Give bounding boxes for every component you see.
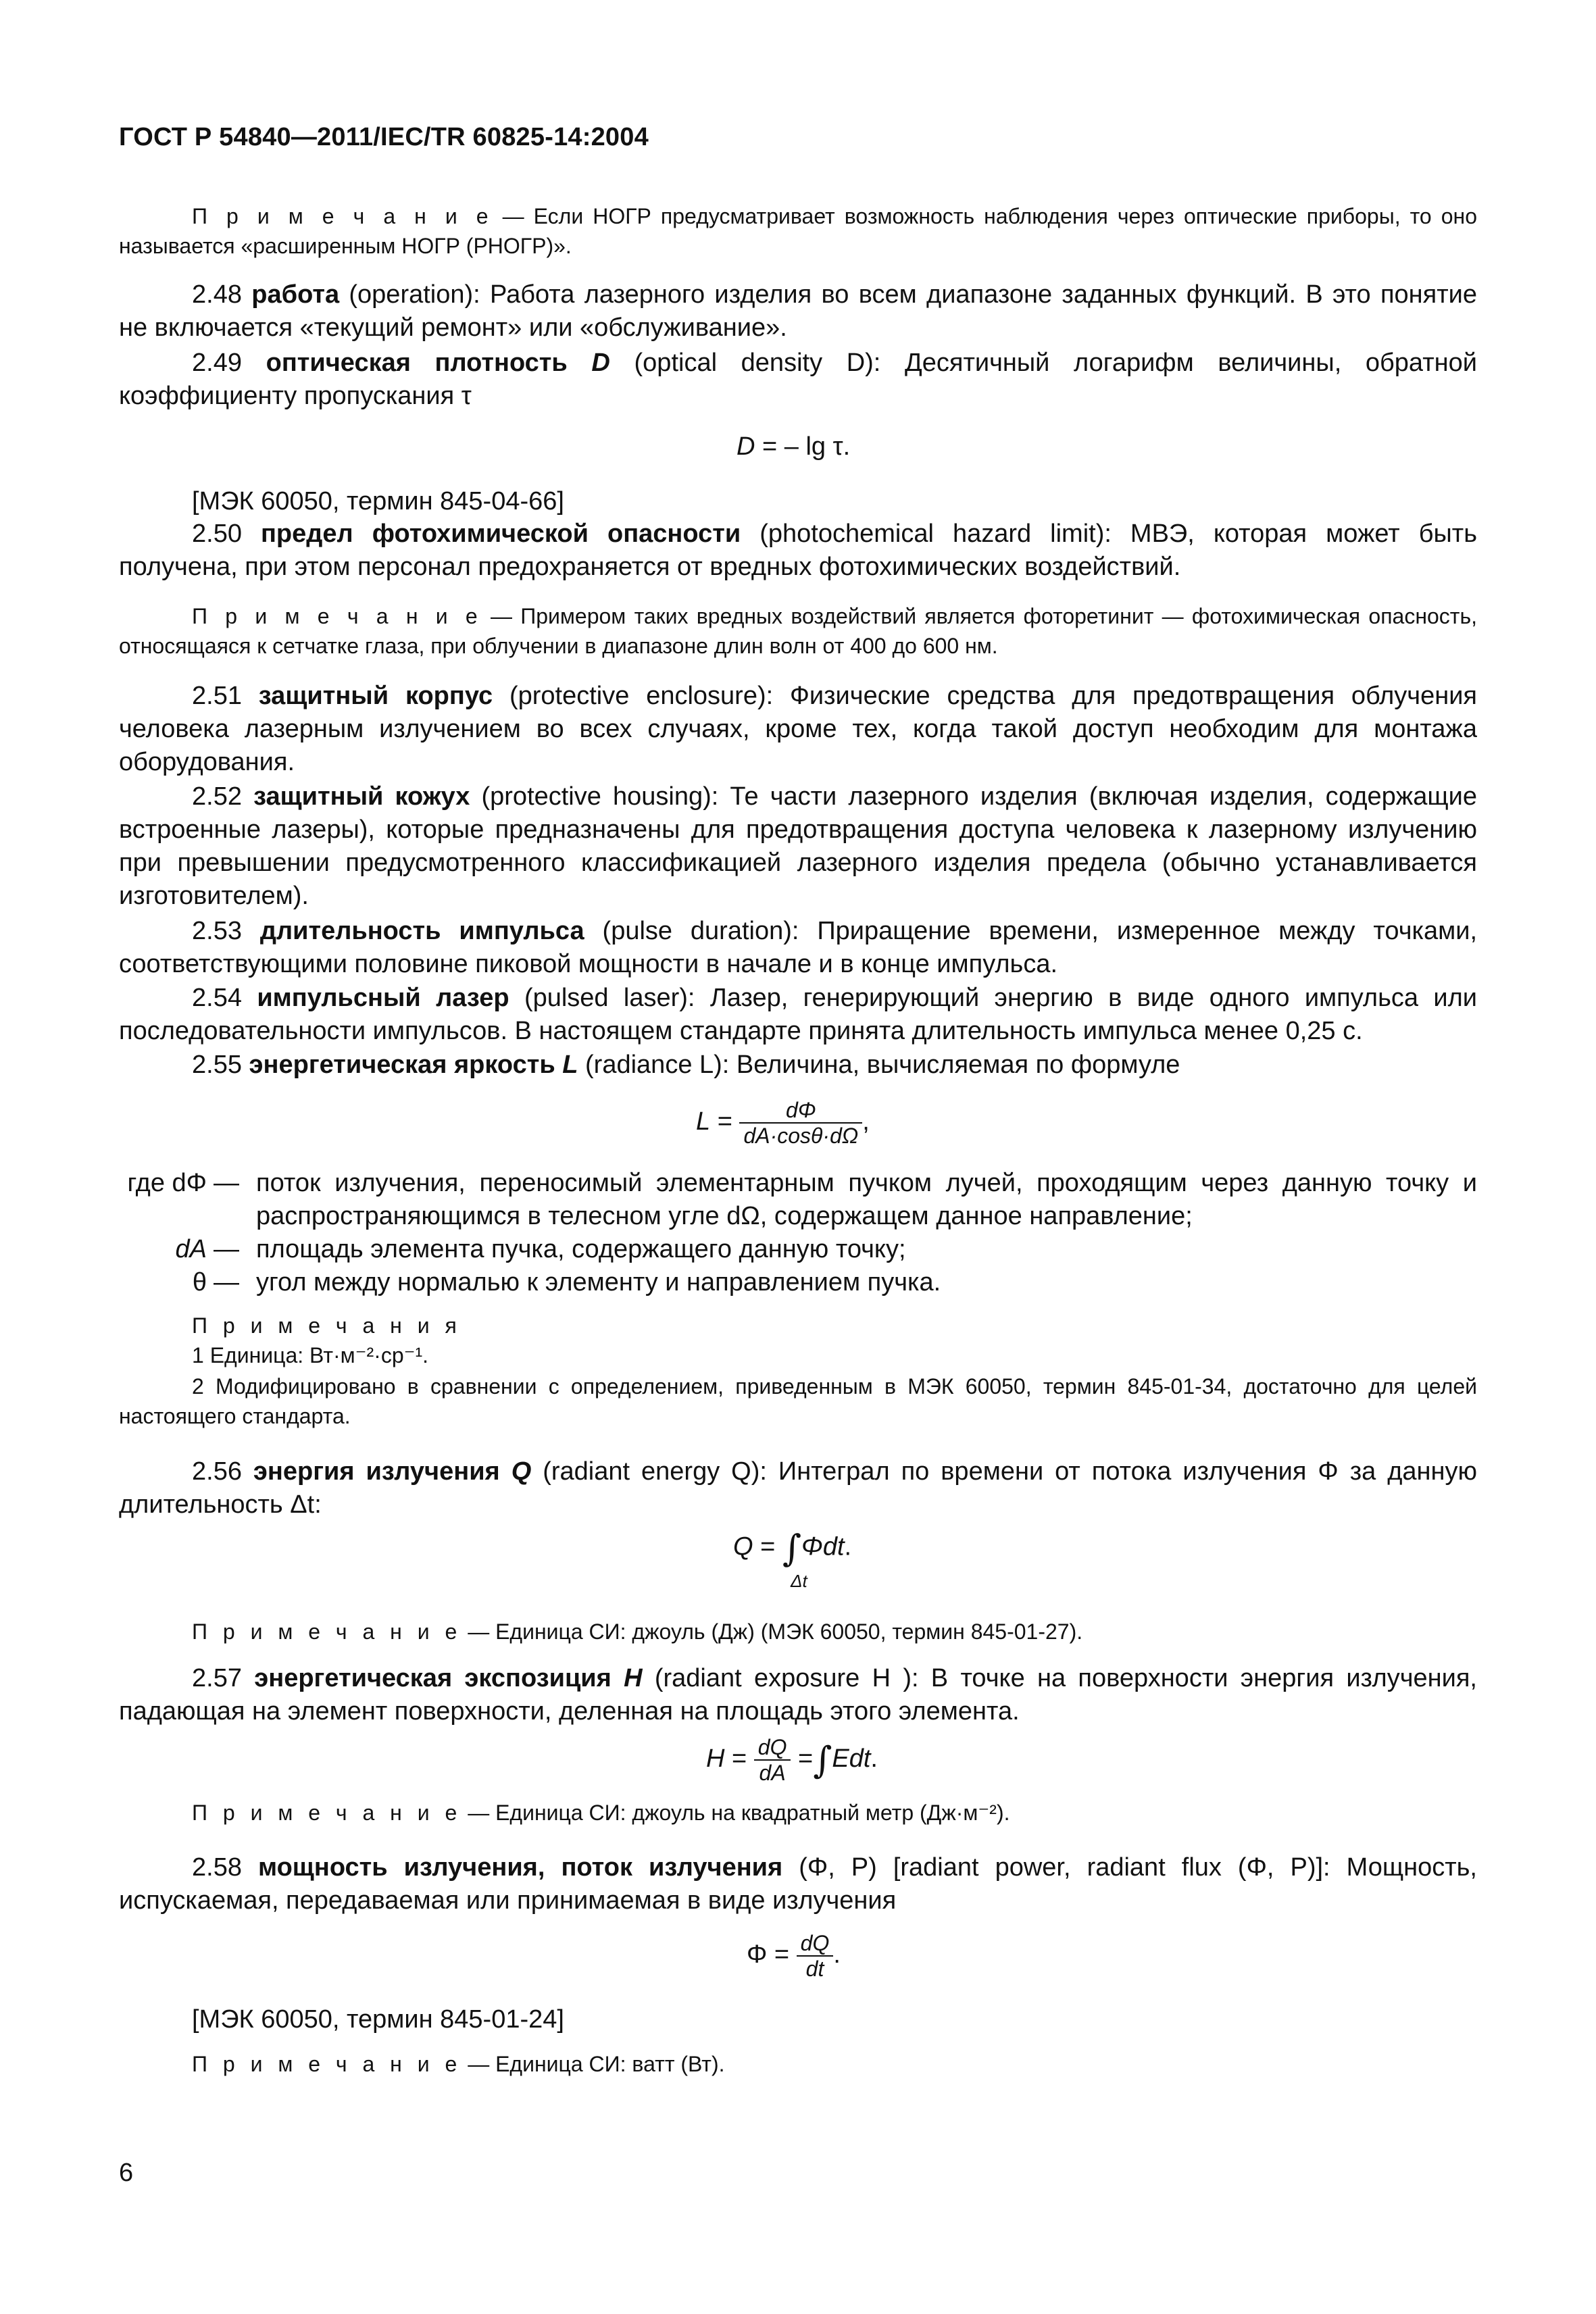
note-item: 2 Модифицировано в сравнении с определением, приведенным в МЭК 60050, термин 845-01-34, достаточно для целей настоящего стандарта. [119,1374,1477,1428]
term-name: оптическая плотность [266,349,568,377]
where-item: где dΦ — поток излучения, переносимый элементарным пучком лучей, проходящим через данную точку и распространяющимся в телесном угле dΩ, содержащем данное направление; [127,1169,1477,1230]
page-number: 6 [119,2159,134,2187]
where-list [119,1167,1477,1299]
formula-radiance: L = $\frac{d\Phi}{dA\cdot\cos\theta\cdot d\Omega}$ , [696,1098,870,1148]
formula-radiant-exposure: H = $\frac{dQ}{dA}$ =∫Edt. [706,1735,878,1785]
term-name: энергетическая яркость [249,1051,555,1079]
term-name: энергия излучения [253,1457,500,1486]
term-name: мощность излучения, поток излучения [257,1853,783,1882]
note-label: П р и м е ч а н и е [192,204,493,228]
term-definition: (radiance L): Величина, вычисляемая по формуле [578,1051,1180,1079]
term-2-55: 2.55 энергетическая яркость L (radiance L): Величина, вычисляемая по формуле [192,1051,1180,1079]
term-name: работа [251,280,340,309]
term-name: предел фотохимической опасности [260,520,741,548]
term-2-53: 2.53 длительность импульса (pulse duration): Приращение времени, измеренное между точками, соответствующими половине пиковой мощности в начале и в конце импульса. [119,917,1477,978]
formula-radiant-energy: Q = ∫Φdt. [733,1527,852,1569]
notes-label: П р и м е ч а н и я [192,1313,462,1338]
term-2-49 [119,347,1477,413]
term-2-51: 2.51 защитный корпус (protective enclosure): Физические средства для предотвращения облучения человека лазерным излучением во всех случаях, кроме тех, когда такой доступ необходим для монтажа оборудования. [119,682,1477,776]
note-paragraph: П р и м е ч а н и е — Единица СИ: джоуль (Дж) (МЭК 60050, термин 845-01-27). [192,1619,1083,1644]
where-item: θ — угол между нормалью к элементу и направлением пучка. [192,1268,941,1297]
term-name: длительность импульса [259,917,584,945]
term-symbol: H [611,1664,643,1692]
where-item: dA — площадь элемента пучка, содержащего данную точку; [175,1235,906,1263]
term-definition: (operation): Работа лазерного изделия во всем диапазоне заданных функций. В это понятие не включается «текущий ремонт» или «обслуживание». [119,280,1477,342]
note-paragraph: П р и м е ч а н и е — Единица СИ: ватт (Вт). [192,2052,725,2076]
reference: [МЭК 60050, термин 845-01-24] [192,2005,564,2034]
term-symbol: Q [499,1457,532,1486]
fraction: $\frac{d\Phi}{dA\cdot\cos\theta\cdot d\Omega}$ [739,1098,862,1148]
term-name: импульсный лазер [257,984,509,1012]
term-name: защитный кожух [253,782,470,811]
note-paragraph [119,601,1477,661]
note-item: 1 Единица: Вт·м⁻²·ср⁻¹. [192,1343,429,1367]
reference: [МЭК 60050, термин 845-04-66] [192,487,564,515]
term-definition: (Φ, P) [radiant power, radiant flux (Φ, P)]: Мощность, испускаемая, передаваемая или принимаемая в виде излучения [119,1853,1477,1915]
term-definition: (radiant energy Q): Интеграл по времени от потока излучения Φ за данную длительность Δt: [119,1457,1477,1519]
term-2-56: 2.56 энергия излучения Q (radiant energy Q): Интеграл по времени от потока излучения Φ за данную длительность Δt: [119,1457,1477,1519]
term-2-48 [119,278,1477,345]
term-definition: (radiant exposure H ): В точке на поверхности энергия излучения, падающая на элемент поверхности, деленная на площадь этого элемента. [119,1664,1477,1726]
term-definition: (protective housing): Те части лазерного изделия (включая изделия, содержащие встроенные лазеры), которые предназначены для предотвращения доступа человека к лазерному излучению при превышении предусмотренного классификацией лазерного изделия предела (обычно устанавливается изготовителем). [119,782,1477,910]
note-paragraph: П р и м е ч а н и е — Единица СИ: джоуль на квадратный метр (Дж·м⁻²). [192,1801,1010,1825]
term-symbol: L [555,1051,578,1079]
integral-limit: Δt [791,1571,807,1591]
term-definition: (protective enclosure): Физические средства для предотвращения облучения человека лазерным излучением во всех случаях, кроме тех, когда такой доступ необходим для монтажа оборудования. [119,682,1477,776]
term-2-58: 2.58 мощность излучения, поток излучения (Φ, P) [radiant power, radiant flux (Φ, P)]: Мощность, испускаемая, передаваемая или принимаемая в виде излучения [119,1853,1477,1915]
term-2-52: 2.52 защитный кожух (protective housing): Те части лазерного изделия (включая изделия, содержащие встроенные лазеры), которые предназначены для предотвращения доступа человека к лазерному излучению при превышении предусмотренного классификацией лазерного изделия предела (обычно устанавливается изготовителем). [119,782,1477,910]
term-number: 2.49 [192,349,266,377]
document-header: ГОСТ Р 54840—2011/IEC/TR 60825-14:2004 [119,123,649,151]
formula-optical-density: D = – lg τ. [737,432,851,461]
note-text: — Примером таких вредных воздействий является фоторетинит — фотохимическая опасность, относящаяся к сетчатке глаза, при облучении в диапазоне длин волн от 400 до 600 нм. [119,604,1478,658]
term-definition: (photochemical hazard limit): МВЭ, которая может быть получена, при этом персонал предохраняется от вредных фотохимических воздействий. [119,520,1477,581]
term-definition: (pulsed laser): Лазер, генерирующий энергию в виде одного импульса или последовательности импульсов. В настоящем стандарте принята длительность импульса менее 0,25 с. [119,984,1477,1045]
term-2-57: 2.57 энергетическая экспозиция H (radiant exposure H ): В точке на поверхности энергия излучения, падающая на элемент поверхности, деленная на площадь этого элемента. [119,1664,1477,1726]
term-name: защитный корпус [258,682,493,710]
term-2-50: 2.50 предел фотохимической опасности (photochemical hazard limit): МВЭ, которая может быть получена, при этом персонал предохраняется от вредных фотохимических воздействий. [119,520,1477,581]
formula-radiant-power: Φ = $\frac{dQ}{dt}$ . [747,1931,841,1981]
term-2-54: 2.54 импульсный лазер (pulsed laser): Лазер, генерирующий энергию в виде одного импульса или последовательности импульсов. В настоящем стандарте принята длительность импульса менее 0,25 с. [119,984,1477,1045]
term-definition: (optical density D): Десятичный логарифм величины, обратной коэффициенту пропускания τ [119,349,1477,410]
note-label: П р и м е ч а н и е [192,604,482,628]
term-symbol: D [567,349,610,377]
term-definition: (pulse duration): Приращение времени, измеренное между точками, соответствующими половине пиковой мощности в начале и в конце импульса. [119,917,1477,978]
term-number: 2.48 [192,280,252,309]
note-text: — Если НОГР предусматривает возможность наблюдения через оптические приборы, то оно называется «расширенным НОГР (РНОГР)». [119,204,1478,258]
note-paragraph [119,201,1477,261]
term-name: энергетическая экспозиция [254,1664,612,1692]
